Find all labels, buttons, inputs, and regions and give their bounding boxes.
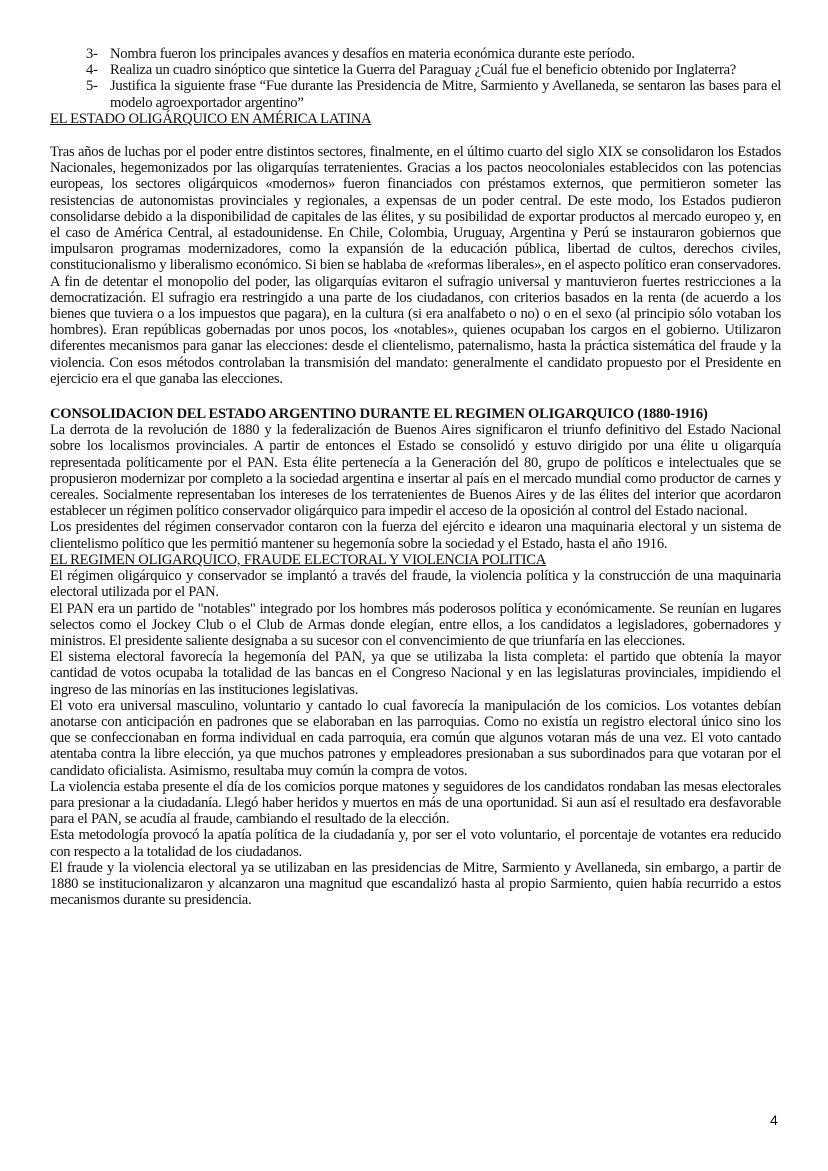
- question-number: 4-: [86, 62, 98, 79]
- question-text: Justifica la siguiente frase “Fue durante las Presidencia de Mitre, Sarmiento y Avellaneda, se sentaron las bases para el modelo agroexportador argentino”: [110, 78, 781, 111]
- question-number: 3-: [86, 46, 98, 62]
- document-page: [50, 46, 781, 908]
- paragraph: El régimen oligárquico y conservador se implantó a través del fraude, la violencia política y la construcción de una maquinaria electoral utilizada por el PAN.: [50, 568, 781, 601]
- question-text: Nombra fueron los principales avances y desafíos en materia económica durante este período.: [110, 46, 635, 62]
- question-text: Realiza un cuadro sinóptico que sintetice la Guerra del Paraguay ¿Cuál fue el beneficio obtenido por Inglaterra?: [110, 62, 737, 79]
- paragraph: El voto era universal masculino, voluntario y cantado lo cual favorecía la manipulación de los comicios. Los votantes debían anotarse con anticipación en padrones que se elaboraban en las parroquias. Como no existía un registro electoral único sino los que se confeccionaban en forma individual en cada parroquia, era común que algunos votaran más de una vez. El voto cantado atentaba contra la libre elección, ya que muchos patrones y empleadores presionaban a sus subordinados para que votaran por el candidato oficialista. Asimismo, resultaba muy común la compra de votos.: [50, 697, 781, 779]
- question-item: [86, 46, 781, 62]
- question-list: [50, 46, 781, 111]
- paragraph: Los presidentes del régimen conservador contaron con la fuerza del ejército e idearon una maquinaria electoral y un sistema de clientelismo político que les permitió mantener su hegemonía sobre la sociedad y el Estado, hasta el año 1916.: [50, 519, 781, 552]
- question-item: [86, 78, 781, 110]
- paragraph: El fraude y la violencia electoral ya se utilizaban en las presidencias de Mitre, Sarmiento y Avellaneda, sin embargo, a partir de 1880 se institucionalizaron y alcanzaron una magnitud que escandalizó hasta al propio Sarmiento, quien había recurrido a estos mecanismos durante su presidencia.: [50, 859, 781, 909]
- paragraph: El PAN era un partido de "notables" integrado por los hombres más poderosos política y económicamente. Se reunían en lugares selectos como el Jockey Club o el Club de Armas donde elegían, entre ellos, a los candidatos a legisladores, gobernadores y ministros. El presidente saliente designaba a su sucesor con el convencimiento de que triunfaría en las elecciones.: [50, 600, 781, 649]
- paragraph: La violencia estaba presente el día de los comicios porque matones y seguidores de los candidatos rondaban las mesas electorales para presionar a la ciudadanía. Llegó haber heridos y muertos en más de una oportunidad. Si aun así el resultado era desfavorable para el PAN, se acudía al fraude, cambiando el resultado de la elección.: [50, 778, 781, 828]
- paragraph: El sistema electoral favorecía la hegemonía del PAN, ya que se utilizaba la lista completa: el partido que obtenía la mayor cantidad de votos ocupaba la totalidad de las bancas en el Congreso Nacional y en las legislaturas provinciales, impidiendo el ingreso de las minorías en las instituciones legislativas.: [50, 649, 781, 698]
- paragraph: La derrota de la revolución de 1880 y la federalización de Buenos Aires significaron el triunfo definitivo del Estado Nacional sobre los localismos provinciales. A partir de entonces el Estado se consolidó y estuvo dirigido por una élite u oligarquía representada políticamente por el PAN. Esta élite pertenecía a la Generación del 80, grupo de políticos e intelectuales que se propusieron modernizar por completo a la sociedad argentina e insertar al país en el mercado mundial como productor de carnes y cereales. Socialmente representaban los intereses de los terratenientes de Buenos Aires y de las élites del interior que acordaron establecer un régimen político conservador oligárquico para impedir el acceso de la oposición al control del Estado nacional.: [50, 422, 781, 520]
- page-number: 4: [770, 1112, 778, 1128]
- section-heading: EL REGIMEN OLIGARQUICO, FRAUDE ELECTORAL Y VIOLENCIA POLITICA: [50, 551, 547, 568]
- paragraph: Esta metodología provocó la apatía política de la ciudadanía y, por ser el voto voluntario, el porcentaje de votantes era reducido con respecto a la totalidad de los ciudadanos.: [50, 827, 781, 860]
- paragraph: Tras años de luchas por el poder entre distintos sectores, finalmente, en el último cuarto del siglo XIX se consolidaron los Estados Nacionales, hegemonizados por las oligarquías terratenientes. Gracias a los pactos neocoloniales establecidos con las potencias europeas, los sectores oligárquicos «modernos» fueron financiados con préstamos externos, que permitieron someter las resistencias de autonomistas provinciales y regionales, a expensas de un poder central. De este modo, los Estados pudieron consolidarse debido a la disponibilidad de capitales de las élites, y su posibilidad de exportar productos al mercado europeo y, en el caso de América Central, al estadounidense. En Chile, Colombia, Uruguay, Argentina y Perú se instauraron gobiernos que impulsaron programas modernizadores, como la expansión de la educación pública, libertad de cultos, derechos civiles, constitucionalismo y liberalismo económico. Si bien se hablaba de «reformas liberales», en el aspecto político eran conservadores. A fin de detentar el monopolio del poder, las oligarquías evitaron el sufragio universal y mantuvieron fuertes restricciones a la democratización. El sufragio era restringido a una parte de los ciudadanos, con criterios basados en la renta (de acuerdo a los bienes que tuviera o a los impuestos que pagara), en la cultura (si era analfabeto o no) o en el sexo (al principio sólo votaban los hombres). Eran repúblicas gobernadas por unos pocos, los «notables», quienes ocupaban los cargos en el gobierno. Utilizaron diferentes mecanismos para ganar las elecciones: desde el clientelismo, paternalismo, hasta la práctica sistemática del fraude y la violencia. Con esos métodos controlaban la transmisión del mandato: generalmente el candidato propuesto por el Presidente en ejercicio era el que ganaba las elecciones.: [50, 144, 781, 387]
- section-heading: CONSOLIDACION DEL ESTADO ARGENTINO DURANTE EL REGIMEN OLIGARQUICO (1880-1916): [50, 406, 708, 423]
- question-number: 5-: [86, 78, 98, 95]
- section-heading: EL ESTADO OLIGÁRQUICO EN AMÉRICA LATINA: [50, 110, 372, 127]
- question-item: [86, 62, 781, 78]
